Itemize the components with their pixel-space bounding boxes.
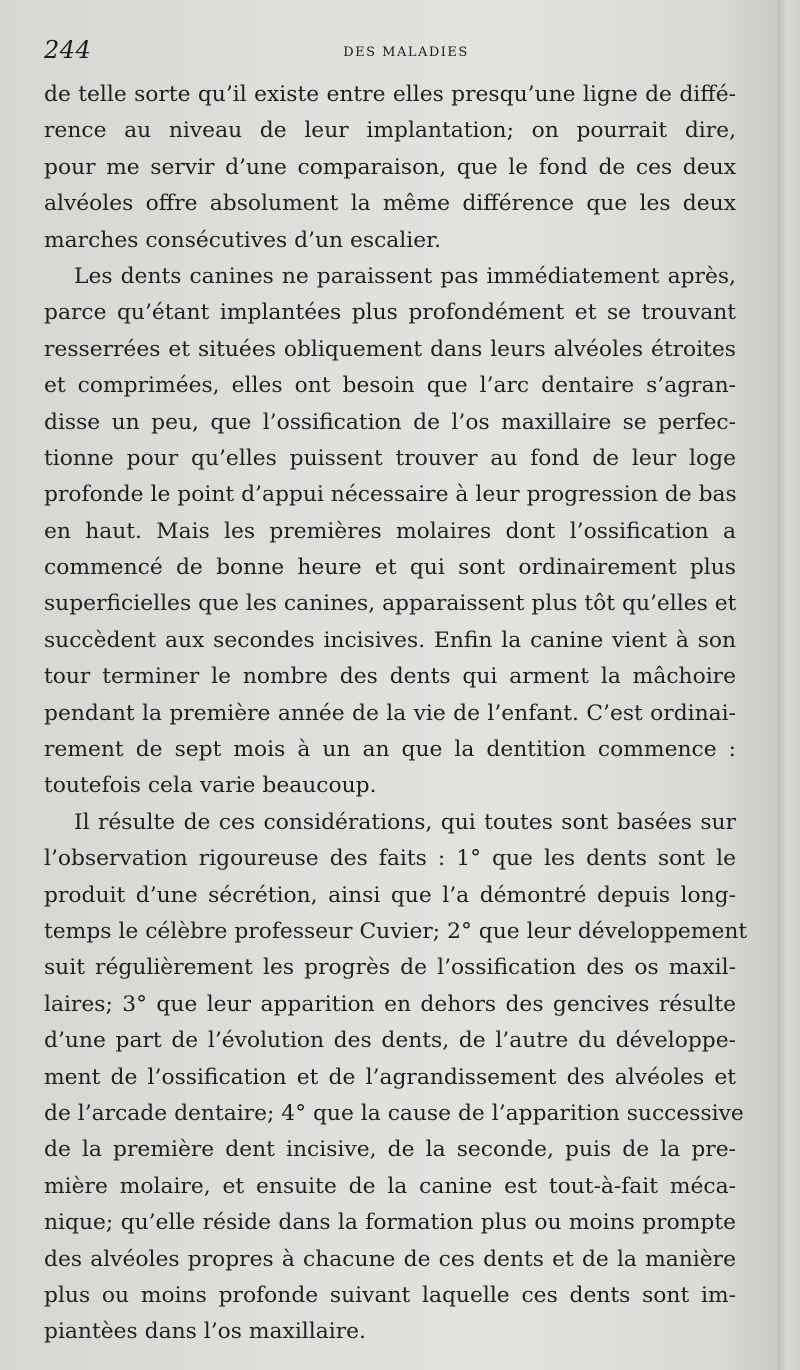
text-line: rement de sept mois à un an que la dentition commence : (44, 737, 736, 763)
text-line: piantèes dans l’os maxillaire. (44, 1319, 366, 1345)
page-edge-shadow (778, 0, 800, 1370)
text-line: de la première dent incisive, de la seconde, puis de la pre- (44, 1137, 736, 1163)
text-line: resserrées et situées obliquement dans leurs alvéoles étroites (44, 336, 736, 362)
text-line: parce qu’étant implantées plus profondément et se trouvant (44, 300, 736, 326)
text-line: succèdent aux secondes incisives. Enfin la canine vient à son (44, 627, 736, 653)
text-line: temps le célèbre professeur Cuvier; 2° que leur développement (44, 918, 748, 944)
text-line: de telle sorte qu’il existe entre elles presqu’une ligne de diffé- (44, 82, 736, 107)
text-line: tionne pour qu’elles puissent trouver au fond de leur loge (44, 445, 736, 471)
text-line: plus ou moins profonde suivant laquelle ces dents sont im- (44, 1282, 736, 1308)
text-line: pendant la première année de la vie de l’enfant. C’est ordinai- (44, 700, 736, 726)
body-text (44, 77, 748, 1351)
text-line: des alvéoles propres à chacune de ces dents et de la manière (44, 1246, 736, 1272)
text-line: l’observation rigoureuse des faits : 1° que les dents sont le (44, 846, 736, 872)
text-line: alvéoles offre absolument la même différence que les deux (44, 191, 736, 217)
text-line: rence au niveau de leur implantation; on pourrait dire, (44, 118, 736, 144)
page-header (44, 36, 734, 72)
text-line: tour terminer le nombre des dents qui arment la mâchoire (44, 664, 736, 690)
text-line: d’une part de l’évolution des dents, de l’autre du développe- (44, 1028, 736, 1054)
text-line: de l’arcade dentaire; 4° que la cause de l’apparition successive (44, 1100, 744, 1126)
text-line: laires; 3° que leur apparition en dehors des gencives résulte (44, 991, 736, 1017)
text-line: ment de l’ossification et de l’agrandissement des alvéoles et (44, 1064, 736, 1090)
text-line: et comprimées, elles ont besoin que l’arc dentaire s’agran- (44, 373, 736, 399)
text-line: mière molaire, et ensuite de la canine est tout-à-fait méca- (44, 1173, 736, 1199)
paragraph-2 (44, 259, 736, 805)
text-line: nique; qu’elle réside dans la formation plus ou moins prompte (44, 1210, 736, 1236)
text-line: suit régulièrement les progrès de l’ossification des os maxil- (44, 955, 736, 981)
text-line: marches consécutives d’un escalier. (44, 227, 442, 253)
text-line: commencé de bonne heure et qui sont ordinairement plus (44, 555, 736, 581)
text-line: Les dents canines ne paraissent pas immédiatement après, (74, 263, 736, 289)
text-line: produit d’une sécrétion, ainsi que l’a démontré depuis long- (44, 882, 736, 908)
text-line: superficielles que les canines, apparaissent plus tôt qu’elles et (44, 591, 737, 617)
text-line: profonde le point d’appui nécessaire à leur progression de bas (44, 482, 737, 508)
text-line: Il résulte de ces considérations, qui toutes sont basées sur (74, 809, 736, 835)
page-number: 244 (44, 36, 92, 64)
paragraph-3 (44, 805, 748, 1351)
text-line: disse un peu, que l’ossification de l’os maxillaire se perfec- (44, 409, 736, 435)
running-head: DES MALADIES (343, 45, 469, 60)
paragraph-1 (44, 77, 736, 259)
text-line: en haut. Mais les premières molaires dont l’ossification a (44, 518, 736, 544)
text-line: toutefois cela varie beaucoup. (44, 773, 377, 799)
text-line: pour me servir d’une comparaison, que le fond de ces deux (44, 154, 736, 180)
